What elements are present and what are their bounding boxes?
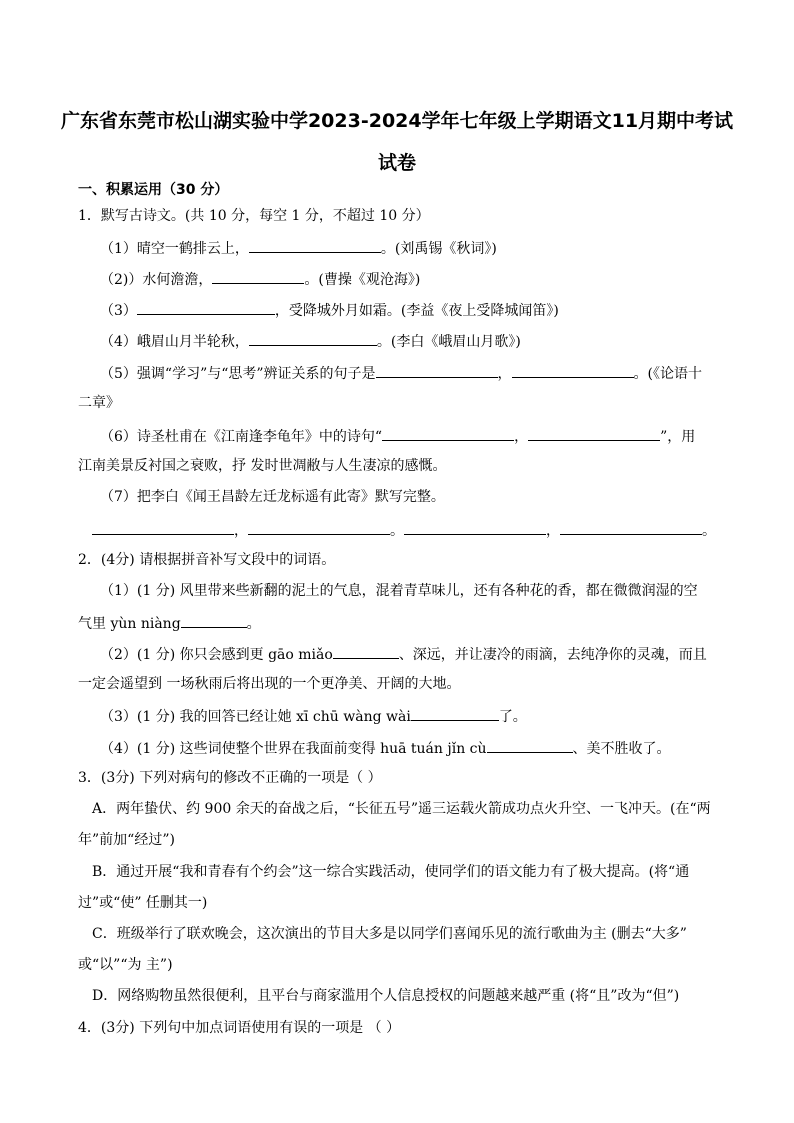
q1-item-7-blanks: ， 。 ， 。: [92, 519, 716, 541]
q2-item-2-cont: 一定会遥望到 一场秋雨后将出现的一个更净美、开阔的大地。: [78, 676, 461, 692]
section-heading: 一、积累运用（30 分）: [78, 182, 229, 198]
q1-item-5: （5）强调“学习”与“思考”辨证关系的句子是 ， 。(《论语十: [100, 362, 702, 384]
answer-blank[interactable]: [137, 299, 275, 315]
q1-item-2: （2)）水何澹澹， 。(曹操《观沧海》): [100, 268, 420, 290]
q1-item-7: （7）把李白《闻王昌龄左迁龙标遥有此寄》默写完整。: [100, 489, 445, 505]
answer-blank[interactable]: [249, 237, 381, 253]
answer-blank[interactable]: [512, 362, 634, 378]
q2-item-4: （4）(1 分) 这些词使整个世界在我面前变得 huā tuán jǐn cù 、美不胜收了。: [100, 737, 671, 759]
question-1-stem: 1．默写古诗文。(共 10 分，每空 1 分，不超过 10 分）: [78, 208, 430, 224]
exam-title-cont: 试卷: [377, 152, 416, 174]
q3-option-b: B．通过开展“我和青春有个约会”这一综合实践活动，使同学们的语文能力有了极大提高。(将“通: [92, 864, 690, 880]
answer-blank[interactable]: [181, 612, 247, 628]
q2-item-1-cont: 气里 yùn niàng 。: [78, 612, 261, 634]
q2-item-2: （2）(1 分) 你只会感到更 gāo miǎo 、深远，并让凄冷的雨滴，去纯净你的灵魂，而且: [100, 643, 707, 665]
q3-option-d: D．网络购物虽然很便利，且平台与商家滥用个人信息授权的问题越来越严重 (将“且”改为“但”): [92, 988, 680, 1004]
question-2-stem: 2．(4分) 请根据拼音补写文段中的词语。: [78, 552, 336, 568]
answer-blank[interactable]: [248, 519, 390, 535]
q2-item-3: （3）(1 分) 我的回答已经让她 xī chū wàng wài 了。: [100, 705, 527, 727]
question-4-stem: 4．(3分) 下列句中加点词语使用有误的一项是 （ ）: [78, 1020, 401, 1036]
q1-item-4: （4）峨眉山月半轮秋， 。(李白《峨眉山月歌》): [100, 330, 521, 352]
q1-item-3: （3） ，受降城外月如霜。(李益《夜上受降城闻笛》): [100, 299, 559, 321]
q1-item-5-cont: 二章》: [78, 395, 120, 411]
q1-item-6: （6）诗圣杜甫在《江南逢李龟年》中的诗句“ ， ”，用: [100, 425, 695, 447]
q2-item-1: （1）(1 分) 风里带来些新翻的泥土的气息，混着青草味儿，还有各种花的香，都在微微润湿的空: [100, 583, 698, 599]
q3-option-c: C．班级举行了联欢晚会，这次演出的节目大多是以同学们喜闻乐见的流行歌曲为主 (删去“大多”: [92, 926, 687, 942]
answer-blank[interactable]: [528, 425, 660, 441]
question-3-stem: 3．(3分) 下列对病句的修改不正确的一项是（ ）: [78, 770, 382, 786]
answer-blank[interactable]: [249, 330, 377, 346]
answer-blank[interactable]: [376, 362, 498, 378]
answer-blank[interactable]: [382, 425, 514, 441]
answer-blank[interactable]: [560, 519, 702, 535]
answer-blank[interactable]: [487, 737, 573, 753]
exam-title: 广东省东莞市松山湖实验中学2023-2024学年七年级上学期语文11月期中考试: [60, 110, 734, 132]
q3-option-a: A．两年蛰伏、约 900 余天的奋战之后，“长征五号”遥三运载火箭成功点火升空、一飞冲天。(在“两: [92, 801, 711, 817]
q3-option-a-cont: 年”前加“经过”): [78, 832, 175, 848]
q1-item-6-cont: 江南美景反衬国之衰败，抒 发时世凋敝与人生凄凉的感慨。: [78, 458, 447, 474]
answer-blank[interactable]: [411, 705, 499, 721]
answer-blank[interactable]: [92, 519, 234, 535]
answer-blank[interactable]: [333, 643, 399, 659]
answer-blank[interactable]: [212, 268, 304, 284]
q3-option-b-cont: 过”或“使” 任删其一): [78, 895, 208, 911]
answer-blank[interactable]: [404, 519, 546, 535]
q3-option-c-cont: 或“以”“为 主”): [78, 957, 173, 973]
q1-item-1: （1）晴空一鹤排云上， 。(刘禹锡《秋词》): [100, 237, 497, 259]
